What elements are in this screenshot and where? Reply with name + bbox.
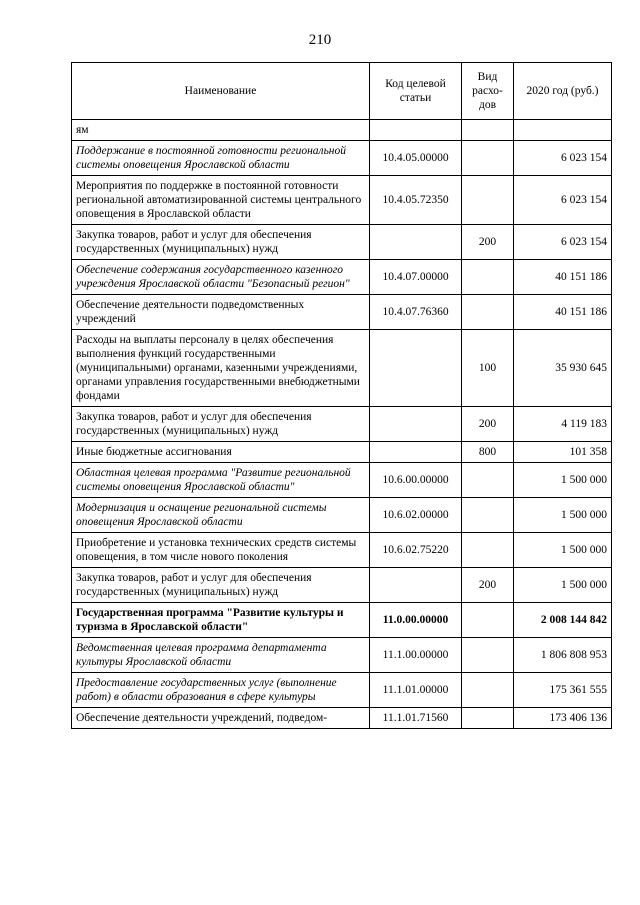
- row-type-cell: [462, 176, 514, 225]
- row-code-cell: 11.0.00.00000: [370, 603, 462, 638]
- table-row: [72, 603, 612, 638]
- row-name-cell: Иные бюджетные ассигнования: [72, 442, 370, 463]
- row-amount-cell: 1 500 000: [514, 463, 612, 498]
- table-row: [72, 498, 612, 533]
- row-amount-cell: 101 358: [514, 442, 612, 463]
- row-type-cell: [462, 708, 514, 729]
- row-type-cell: [462, 141, 514, 176]
- header-type: Вид расхо-дов: [462, 63, 514, 120]
- header-code: Код целевой статьи: [370, 63, 462, 120]
- row-amount-cell: 35 930 645: [514, 330, 612, 407]
- table-row: [72, 442, 612, 463]
- row-type-cell: [462, 533, 514, 568]
- row-amount-cell: [514, 120, 612, 141]
- row-amount-cell: 1 500 000: [514, 498, 612, 533]
- budget-table: [71, 62, 612, 729]
- row-code-cell: 11.1.01.71560: [370, 708, 462, 729]
- table-row: [72, 176, 612, 225]
- row-amount-cell: 1 500 000: [514, 533, 612, 568]
- row-type-cell: [462, 120, 514, 141]
- row-code-cell: [370, 442, 462, 463]
- row-amount-cell: 4 119 183: [514, 407, 612, 442]
- row-amount-cell: 6 023 154: [514, 141, 612, 176]
- page-number: 210: [308, 32, 332, 48]
- row-name-cell: Закупка товаров, работ и услуг для обеспечения государственных (муниципальных) нужд: [72, 225, 370, 260]
- row-code-cell: [370, 330, 462, 407]
- table-row: [72, 463, 612, 498]
- table-row: [72, 330, 612, 407]
- row-name-cell: Предоставление государственных услуг (выполнение работ) в области образования в сфере культуры: [72, 673, 370, 708]
- row-type-cell: [462, 603, 514, 638]
- row-code-cell: [370, 225, 462, 260]
- row-name-cell: Обеспечение содержания государственного казенного учреждения Ярославской области "Безопасный регион": [72, 260, 370, 295]
- row-name-cell: Обеспечение деятельности подведомственных учреждений: [72, 295, 370, 330]
- header-amount: 2020 год (руб.): [514, 63, 612, 120]
- row-code-cell: [370, 407, 462, 442]
- row-amount-cell: 40 151 186: [514, 260, 612, 295]
- row-type-cell: 800: [462, 442, 514, 463]
- row-name-cell: Расходы на выплаты персоналу в целях обеспечения выполнения функций государственными (муниципальными) органами, казенными учреждениями, органами управления государственными внебюджетными фондами: [72, 330, 370, 407]
- table-header-row: [72, 63, 612, 120]
- row-type-cell: 100: [462, 330, 514, 407]
- row-name-cell: Поддержание в постоянной готовности региональной системы оповещения Ярославской области: [72, 141, 370, 176]
- table-row: [72, 533, 612, 568]
- row-name-cell: Государственная программа "Развитие культуры и туризма в Ярославской области": [72, 603, 370, 638]
- row-code-cell: 10.4.05.72350: [370, 176, 462, 225]
- row-name-cell: Закупка товаров, работ и услуг для обеспечения государственных (муниципальных) нужд: [72, 407, 370, 442]
- row-type-cell: 200: [462, 407, 514, 442]
- row-type-cell: 200: [462, 568, 514, 603]
- row-name-cell: Закупка товаров, работ и услуг для обеспечения государственных (муниципальных) нужд: [72, 568, 370, 603]
- table-row: [72, 568, 612, 603]
- row-amount-cell: 40 151 186: [514, 295, 612, 330]
- row-amount-cell: 1 806 808 953: [514, 638, 612, 673]
- row-amount-cell: 1 500 000: [514, 568, 612, 603]
- table-row: [72, 295, 612, 330]
- row-amount-cell: 175 361 555: [514, 673, 612, 708]
- row-code-cell: 10.4.07.00000: [370, 260, 462, 295]
- row-name-cell: Областная целевая программа "Развитие региональной системы оповещения Ярославской области": [72, 463, 370, 498]
- row-type-cell: [462, 260, 514, 295]
- table-row: [72, 141, 612, 176]
- row-code-cell: 10.6.02.75220: [370, 533, 462, 568]
- row-code-cell: [370, 568, 462, 603]
- row-type-cell: [462, 295, 514, 330]
- row-name-cell: Обеспечение деятельности учреждений, подведом-: [72, 708, 370, 729]
- row-amount-cell: 6 023 154: [514, 225, 612, 260]
- row-name-cell: Модернизация и оснащение региональной системы оповещения Ярославской области: [72, 498, 370, 533]
- row-type-cell: [462, 463, 514, 498]
- row-amount-cell: 173 406 136: [514, 708, 612, 729]
- table-row: [72, 260, 612, 295]
- table-body: [72, 120, 612, 729]
- table-row: [72, 673, 612, 708]
- row-code-cell: 10.4.05.00000: [370, 141, 462, 176]
- row-code-cell: 11.1.00.00000: [370, 638, 462, 673]
- row-name-cell: Ведомственная целевая программа департамента культуры Ярославской области: [72, 638, 370, 673]
- row-code-cell: 10.6.02.00000: [370, 498, 462, 533]
- row-name-cell: ям: [72, 120, 370, 141]
- row-code-cell: 10.6.00.00000: [370, 463, 462, 498]
- row-type-cell: [462, 498, 514, 533]
- row-code-cell: 10.4.07.76360: [370, 295, 462, 330]
- table-row: [72, 708, 612, 729]
- row-code-cell: [370, 120, 462, 141]
- table-row: [72, 120, 612, 141]
- table-row: [72, 407, 612, 442]
- header-name: Наименование: [72, 63, 370, 120]
- table-row: [72, 225, 612, 260]
- row-amount-cell: 6 023 154: [514, 176, 612, 225]
- row-code-cell: 11.1.01.00000: [370, 673, 462, 708]
- row-type-cell: [462, 673, 514, 708]
- row-name-cell: Мероприятия по поддержке в постоянной готовности региональной автоматизированной системы центрального оповещения в Ярославской области: [72, 176, 370, 225]
- row-type-cell: 200: [462, 225, 514, 260]
- row-name-cell: Приобретение и установка технических средств системы оповещения, в том числе нового поколения: [72, 533, 370, 568]
- row-type-cell: [462, 638, 514, 673]
- table-row: [72, 638, 612, 673]
- row-amount-cell: 2 008 144 842: [514, 603, 612, 638]
